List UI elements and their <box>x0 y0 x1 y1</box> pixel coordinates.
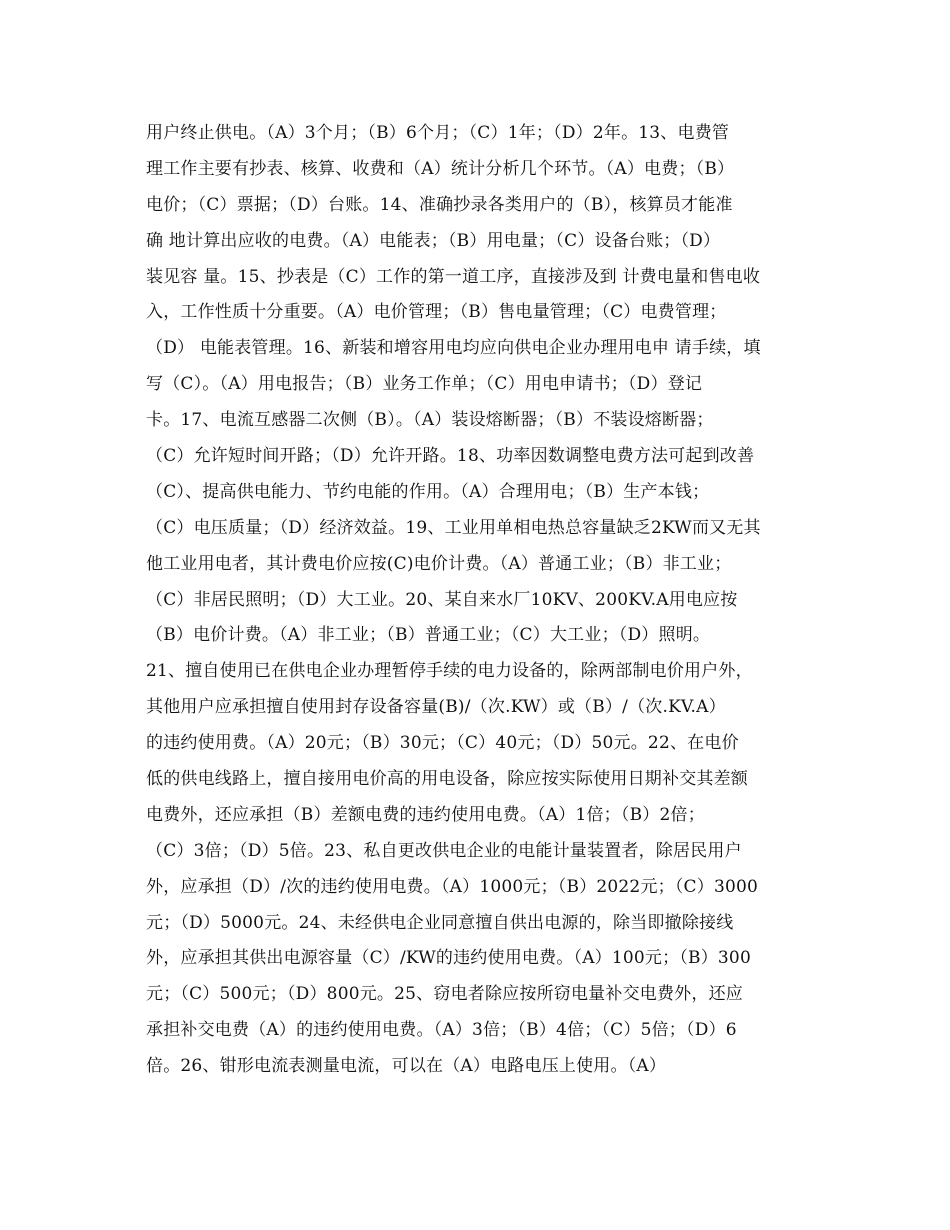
text-line: （D） 电能表管理。16、新装和增容用电均应向供电企业办理用电申 请手续，填 <box>146 338 761 359</box>
text-line: 装见容 量。15、抄表是（C）工作的第一道工序，直接涉及到 计费电量和售电收 <box>146 266 761 287</box>
text-line: 元；（C）500元；（D）800元。25、窃电者除应按所窃电量补交电费外，还应 <box>146 984 743 1005</box>
text-line: （C）电压质量；（D）经济效益。19、工业用单相电热总容量缺乏2KW而又无其 <box>146 517 761 538</box>
text-line: 21、擅自使用已在供电企业办理暂停手续的电力设备的，除两部制电价用户外， <box>146 661 753 682</box>
text-line: （C）、提高供电能力、节约电能的作用。（A）合理用电；（B）生产本钱； <box>146 481 710 502</box>
text-line: 倍。26、钳形电流表测量电流，可以在（A）电路电压上使用。（A） <box>146 1056 667 1077</box>
text-line: 的违约使用费。（A）20元；（B）30元；（C）40元；（D）50元。22、在电价 <box>146 733 739 754</box>
text-line: 写（C）。（A）用电报告；（B）业务工作单；（C）用电申请书；（D）登记 <box>146 374 703 395</box>
text-line: 外，应承担其供出电源容量（C）/KW的违约使用电费。（A）100元；（B）300 <box>146 948 751 969</box>
text-line: 电价；（C）票据；（D）台账。14、准确抄录各类用户的（B），核算员才能准 <box>146 194 733 215</box>
text-line: （B）电价计费。（A）非工业；（B）普通工业；（C）大工业；（D）照明。 <box>146 625 711 646</box>
text-line: 确 地计算出应收的电费。（A）电能表；（B）用电量；（C）设备台账；（D） <box>146 230 721 251</box>
text-line: 其他用户应承担擅自使用封存设备容量(B)/（次.KW）或（B）/（次.KV.A） <box>146 697 726 718</box>
text-line: 元；（D）5000元。24、未经供电企业同意擅自供出电源的，除当即撤除接线 <box>146 912 734 933</box>
text-line: 承担补交电费（A）的违约使用电费。（A）3倍；（B）4倍；（C）5倍；（D）6 <box>146 1020 737 1041</box>
document-body <box>146 116 826 1085</box>
text-line: 他工业用电者，其计费电价应按(C)电价计费。（A）普通工业；（B）非工业； <box>146 553 732 574</box>
text-line: （C）3倍；（D）5倍。23、私自更改供电企业的电能计量装置者，除居民用户 <box>146 840 742 861</box>
text-line: （C）非居民照明；（D）大工业。20、某自来水厂10KV、200KV.A用电应按 <box>146 589 738 610</box>
text-line: 低的供电线路上，擅自接用电价高的用电设备，除应按实际使用日期补交其差额 <box>146 769 748 790</box>
text-line: 电费外，还应承担（B）差额电费的违约使用电费。（A）1倍；（B）2倍； <box>146 804 705 825</box>
text-line: 外，应承担（D）/次的违约使用电费。（A）1000元；（B）2022元；（C）3000 <box>146 876 759 897</box>
text-line: 理工作主要有抄表、核算、收费和（A）统计分析几个环节。（A）电费；（B） <box>146 158 735 179</box>
text-line: （C）允许短时间开路；（D）允许开路。18、功率因数调整电费方法可起到改善 <box>146 446 755 467</box>
text-line: 入，工作性质十分重要。（A）电价管理；（B）售电量管理；（C）电费管理； <box>146 302 727 323</box>
text-line: 用户终止供电。（A）3个月；（B）6个月；（C）1年；（D）2年。13、电费管 <box>146 123 730 143</box>
text-line: 卡。17、电流互感器二次侧（B）。（A）装设熔断器；（B）不装设熔断器； <box>146 410 714 431</box>
